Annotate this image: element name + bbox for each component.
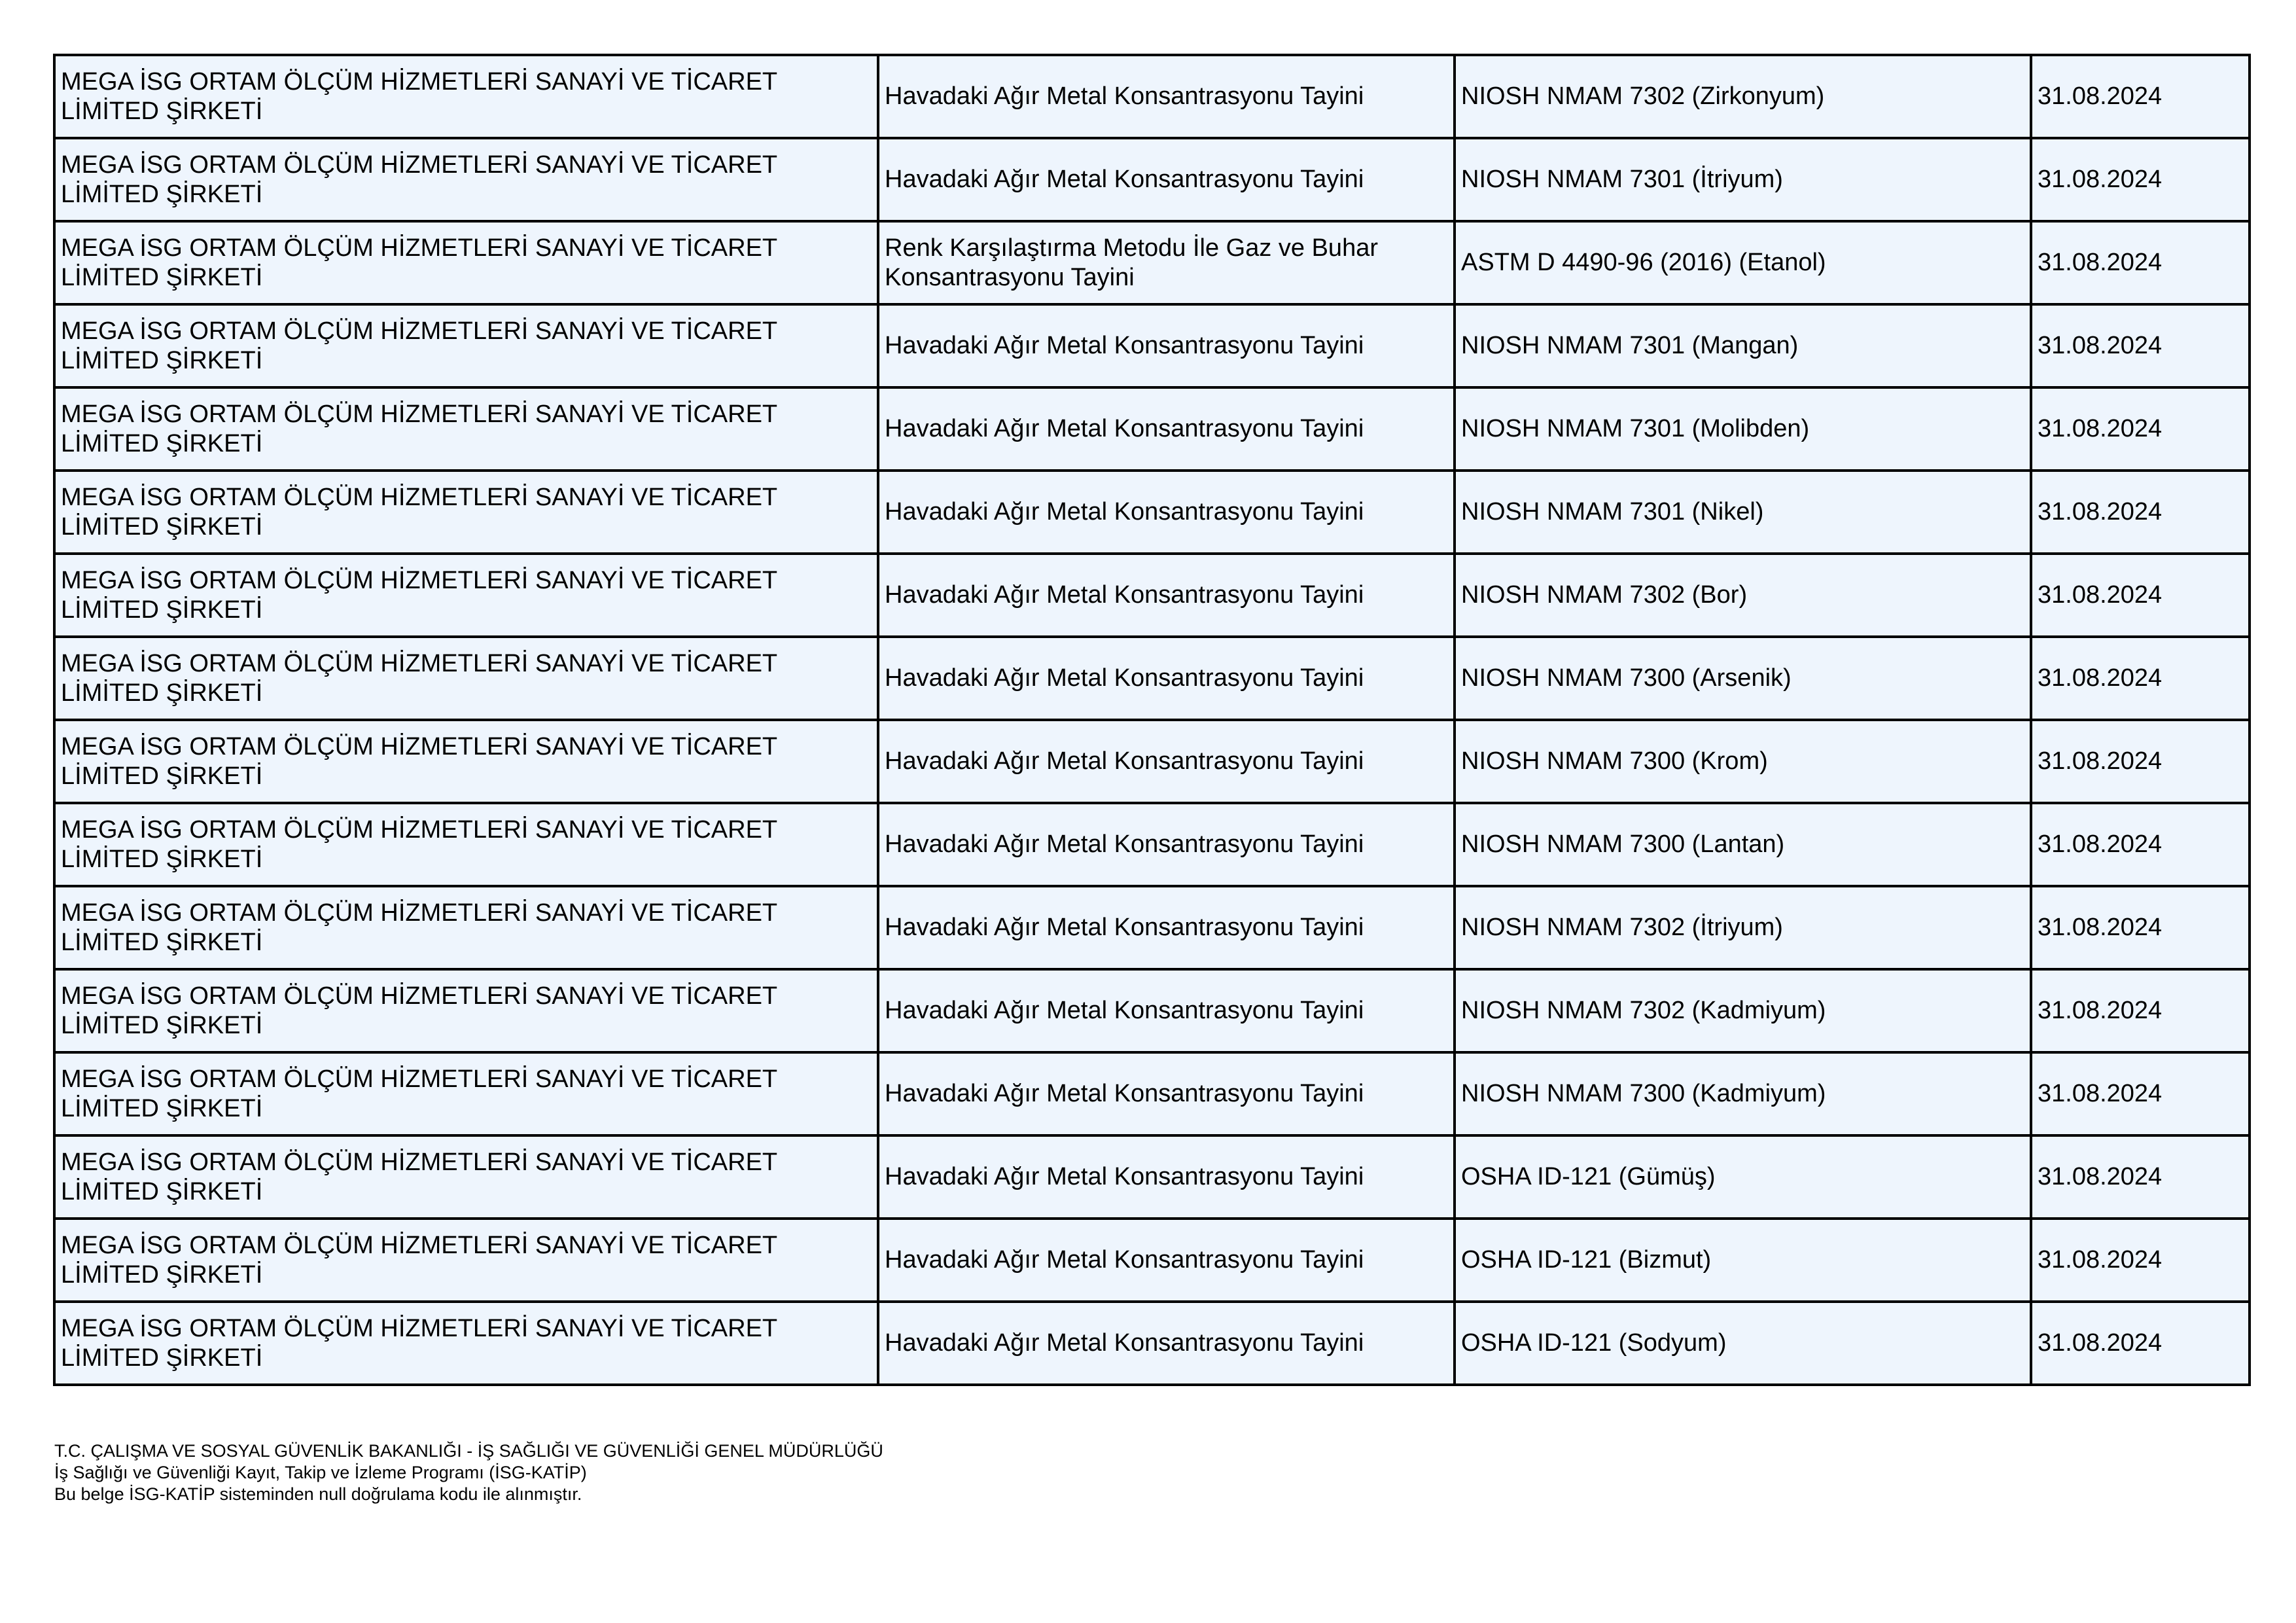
date-cell: 31.08.2024: [2031, 1052, 2250, 1135]
service-cell: Havadaki Ağır Metal Konsantrasyonu Tayini: [878, 304, 1455, 387]
method-cell: NIOSH NMAM 7300 (Arsenik): [1455, 637, 2031, 720]
service-cell: Havadaki Ağır Metal Konsantrasyonu Tayini: [878, 554, 1455, 637]
date-cell: 31.08.2024: [2031, 387, 2250, 471]
service-cell: Havadaki Ağır Metal Konsantrasyonu Tayini: [878, 471, 1455, 554]
footer-ministry-line: T.C. ÇALIŞMA VE SOSYAL GÜVENLİK BAKANLIĞI - İŞ SAĞLIĞI VE GÜVENLİĞİ GENEL MÜDÜRLÜĞÜ: [54, 1441, 883, 1461]
date-cell: 31.08.2024: [2031, 471, 2250, 554]
company-cell: MEGA İSG ORTAM ÖLÇÜM HİZMETLERİ SANAYİ VE TİCARET LİMİTED ŞİRKETİ: [54, 471, 878, 554]
service-cell: Havadaki Ağır Metal Konsantrasyonu Tayini: [878, 886, 1455, 969]
company-cell: MEGA İSG ORTAM ÖLÇÜM HİZMETLERİ SANAYİ VE TİCARET LİMİTED ŞİRKETİ: [54, 554, 878, 637]
table-row: [54, 304, 2250, 387]
date-cell: 31.08.2024: [2031, 803, 2250, 886]
service-cell: Renk Karşılaştırma Metodu İle Gaz ve Buhar Konsantrasyonu Tayini: [878, 221, 1455, 304]
company-cell: MEGA İSG ORTAM ÖLÇÜM HİZMETLERİ SANAYİ VE TİCARET LİMİTED ŞİRKETİ: [54, 387, 878, 471]
method-cell: NIOSH NMAM 7302 (İtriyum): [1455, 886, 2031, 969]
company-cell: MEGA İSG ORTAM ÖLÇÜM HİZMETLERİ SANAYİ VE TİCARET LİMİTED ŞİRKETİ: [54, 1302, 878, 1385]
date-cell: 31.08.2024: [2031, 1135, 2250, 1219]
date-cell: 31.08.2024: [2031, 1302, 2250, 1385]
document-footer: [54, 1440, 1494, 1505]
company-cell: MEGA İSG ORTAM ÖLÇÜM HİZMETLERİ SANAYİ VE TİCARET LİMİTED ŞİRKETİ: [54, 221, 878, 304]
date-cell: 31.08.2024: [2031, 55, 2250, 138]
method-cell: OSHA ID-121 (Sodyum): [1455, 1302, 2031, 1385]
table-row: [54, 1052, 2250, 1135]
company-cell: MEGA İSG ORTAM ÖLÇÜM HİZMETLERİ SANAYİ VE TİCARET LİMİTED ŞİRKETİ: [54, 304, 878, 387]
company-cell: MEGA İSG ORTAM ÖLÇÜM HİZMETLERİ SANAYİ VE TİCARET LİMİTED ŞİRKETİ: [54, 720, 878, 803]
method-cell: NIOSH NMAM 7301 (Nikel): [1455, 471, 2031, 554]
table-row: [54, 886, 2250, 969]
method-cell: NIOSH NMAM 7300 (Kadmiyum): [1455, 1052, 2031, 1135]
method-cell: NIOSH NMAM 7301 (İtriyum): [1455, 138, 2031, 221]
method-cell: NIOSH NMAM 7302 (Bor): [1455, 554, 2031, 637]
service-cell: Havadaki Ağır Metal Konsantrasyonu Tayini: [878, 1052, 1455, 1135]
method-cell: NIOSH NMAM 7302 (Kadmiyum): [1455, 969, 2031, 1052]
method-cell: NIOSH NMAM 7302 (Zirkonyum): [1455, 55, 2031, 138]
company-cell: MEGA İSG ORTAM ÖLÇÜM HİZMETLERİ SANAYİ VE TİCARET LİMİTED ŞİRKETİ: [54, 969, 878, 1052]
method-cell: NIOSH NMAM 7301 (Mangan): [1455, 304, 2031, 387]
table-row: [54, 138, 2250, 221]
method-cell: OSHA ID-121 (Bizmut): [1455, 1219, 2031, 1302]
table-row: [54, 803, 2250, 886]
date-cell: 31.08.2024: [2031, 304, 2250, 387]
table-body: [54, 55, 2250, 1385]
service-cell: Havadaki Ağır Metal Konsantrasyonu Tayini: [878, 1219, 1455, 1302]
footer-verification-line: Bu belge İSG-KATİP sisteminden null doğrulama kodu ile alınmıştır.: [54, 1484, 582, 1504]
service-cell: Havadaki Ağır Metal Konsantrasyonu Tayini: [878, 637, 1455, 720]
table-row: [54, 720, 2250, 803]
service-cell: Havadaki Ağır Metal Konsantrasyonu Tayini: [878, 387, 1455, 471]
company-cell: MEGA İSG ORTAM ÖLÇÜM HİZMETLERİ SANAYİ VE TİCARET LİMİTED ŞİRKETİ: [54, 1135, 878, 1219]
method-cell: ASTM D 4490-96 (2016) (Etanol): [1455, 221, 2031, 304]
table-row: [54, 554, 2250, 637]
company-cell: MEGA İSG ORTAM ÖLÇÜM HİZMETLERİ SANAYİ VE TİCARET LİMİTED ŞİRKETİ: [54, 1219, 878, 1302]
date-cell: 31.08.2024: [2031, 554, 2250, 637]
table-row: [54, 221, 2250, 304]
company-cell: MEGA İSG ORTAM ÖLÇÜM HİZMETLERİ SANAYİ VE TİCARET LİMİTED ŞİRKETİ: [54, 55, 878, 138]
date-cell: 31.08.2024: [2031, 1219, 2250, 1302]
table-row: [54, 471, 2250, 554]
company-cell: MEGA İSG ORTAM ÖLÇÜM HİZMETLERİ SANAYİ VE TİCARET LİMİTED ŞİRKETİ: [54, 1052, 878, 1135]
method-cell: OSHA ID-121 (Gümüş): [1455, 1135, 2031, 1219]
company-cell: MEGA İSG ORTAM ÖLÇÜM HİZMETLERİ SANAYİ VE TİCARET LİMİTED ŞİRKETİ: [54, 803, 878, 886]
method-cell: NIOSH NMAM 7300 (Lantan): [1455, 803, 2031, 886]
method-cell: NIOSH NMAM 7301 (Molibden): [1455, 387, 2031, 471]
service-cell: Havadaki Ağır Metal Konsantrasyonu Tayini: [878, 720, 1455, 803]
company-cell: MEGA İSG ORTAM ÖLÇÜM HİZMETLERİ SANAYİ VE TİCARET LİMİTED ŞİRKETİ: [54, 886, 878, 969]
service-cell: Havadaki Ağır Metal Konsantrasyonu Tayini: [878, 969, 1455, 1052]
date-cell: 31.08.2024: [2031, 221, 2250, 304]
table-row: [54, 637, 2250, 720]
service-cell: Havadaki Ağır Metal Konsantrasyonu Tayini: [878, 1302, 1455, 1385]
company-cell: MEGA İSG ORTAM ÖLÇÜM HİZMETLERİ SANAYİ VE TİCARET LİMİTED ŞİRKETİ: [54, 637, 878, 720]
service-cell: Havadaki Ağır Metal Konsantrasyonu Tayini: [878, 1135, 1455, 1219]
service-cell: Havadaki Ağır Metal Konsantrasyonu Tayini: [878, 55, 1455, 138]
measurement-services-table: [53, 54, 2251, 1386]
table-row: [54, 1135, 2250, 1219]
date-cell: 31.08.2024: [2031, 720, 2250, 803]
table-row: [54, 387, 2250, 471]
service-cell: Havadaki Ağır Metal Konsantrasyonu Tayini: [878, 138, 1455, 221]
footer-program-line: İş Sağlığı ve Güvenliği Kayıt, Takip ve İzleme Programı (İSG-KATİP): [54, 1463, 587, 1482]
date-cell: 31.08.2024: [2031, 969, 2250, 1052]
date-cell: 31.08.2024: [2031, 886, 2250, 969]
table-row: [54, 1302, 2250, 1385]
date-cell: 31.08.2024: [2031, 637, 2250, 720]
table-row: [54, 55, 2250, 138]
table-row: [54, 1219, 2250, 1302]
date-cell: 31.08.2024: [2031, 138, 2250, 221]
method-cell: NIOSH NMAM 7300 (Krom): [1455, 720, 2031, 803]
service-cell: Havadaki Ağır Metal Konsantrasyonu Tayini: [878, 803, 1455, 886]
table-row: [54, 969, 2250, 1052]
company-cell: MEGA İSG ORTAM ÖLÇÜM HİZMETLERİ SANAYİ VE TİCARET LİMİTED ŞİRKETİ: [54, 138, 878, 221]
